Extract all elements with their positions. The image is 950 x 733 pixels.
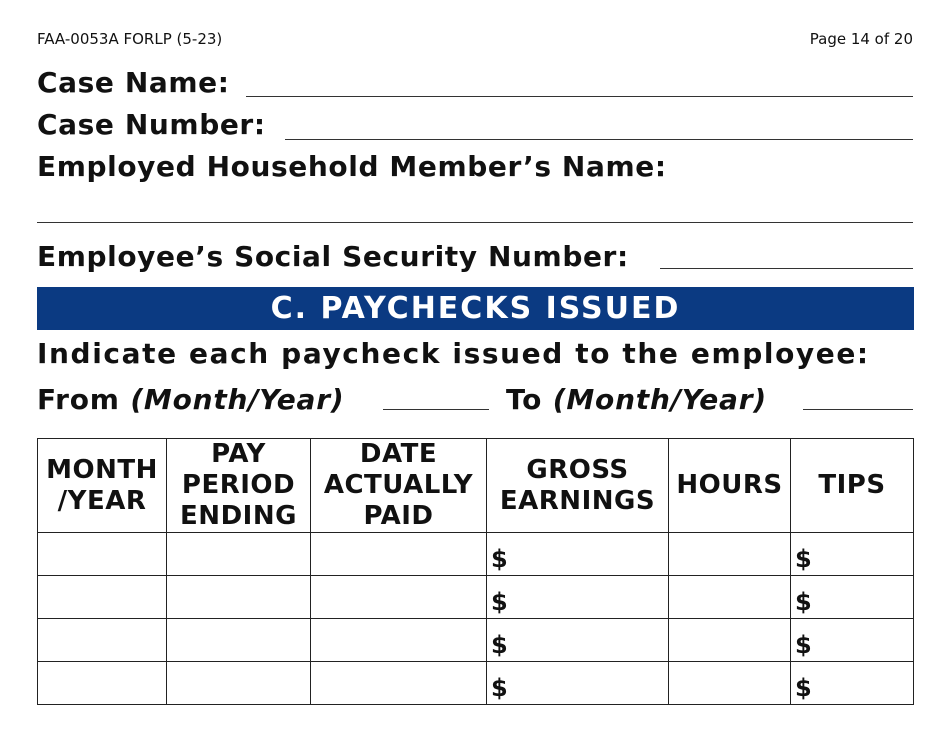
member-name-field[interactable]: [37, 222, 913, 223]
table-row: [38, 619, 914, 662]
gross-earnings-cell[interactable]: $: [487, 533, 669, 576]
table-row: [38, 576, 914, 619]
instruction-text: Indicate each paycheck issued to the employee:: [37, 337, 870, 370]
month-year-cell[interactable]: [38, 619, 167, 662]
header-line: MONTH: [46, 454, 158, 485]
case-number-label: Case Number:: [37, 108, 266, 141]
to-hint: (Month/Year): [552, 383, 767, 416]
paychecks-table: [37, 438, 914, 705]
tips-cell[interactable]: $: [791, 662, 914, 705]
hours-header: [669, 439, 791, 533]
pay-period-ending-cell[interactable]: [167, 619, 311, 662]
month-year-header: [38, 439, 167, 533]
hours-cell[interactable]: [669, 533, 791, 576]
member-name-label: Employed Household Member’s Name:: [37, 150, 667, 183]
gross-earnings-cell[interactable]: $: [487, 619, 669, 662]
table-header-row: [38, 439, 914, 533]
from-hint: (Month/Year): [130, 383, 345, 416]
date-paid-cell[interactable]: [311, 533, 487, 576]
case-name-field[interactable]: [246, 96, 913, 97]
header-line: /YEAR: [57, 485, 147, 516]
from-field[interactable]: [383, 409, 489, 410]
header-line: GROSS: [526, 454, 629, 485]
date-actually-paid-header: [311, 439, 487, 533]
from-text: From: [37, 383, 120, 416]
case-number-field[interactable]: [285, 139, 913, 140]
table-row: [38, 662, 914, 705]
gross-earnings-cell[interactable]: $: [487, 662, 669, 705]
tips-header: [791, 439, 914, 533]
ssn-label: Employee’s Social Security Number:: [37, 240, 629, 273]
from-label: [37, 383, 344, 416]
header-line: TIPS: [818, 470, 886, 500]
to-text: To: [506, 383, 543, 416]
section-title: C. PAYCHECKS ISSUED: [37, 287, 914, 330]
gross-earnings-header: [487, 439, 669, 533]
month-year-cell[interactable]: [38, 662, 167, 705]
header-line: DATE: [359, 439, 438, 469]
hours-cell[interactable]: [669, 576, 791, 619]
header-line: ENDING: [180, 501, 297, 531]
date-paid-cell[interactable]: [311, 662, 487, 705]
table-row: [38, 533, 914, 576]
tips-cell[interactable]: $: [791, 619, 914, 662]
header-line: PAY: [211, 439, 266, 469]
to-label: [506, 383, 767, 416]
pay-period-ending-cell[interactable]: [167, 533, 311, 576]
month-year-cell[interactable]: [38, 533, 167, 576]
tips-cell[interactable]: $: [791, 533, 914, 576]
tips-cell[interactable]: $: [791, 576, 914, 619]
to-field[interactable]: [803, 409, 913, 410]
case-name-label: Case Name:: [37, 66, 230, 99]
header-line: ACTUALLY: [323, 470, 474, 500]
header-line: HOURS: [676, 470, 783, 500]
header-line: EARNINGS: [499, 485, 656, 516]
form-id: FAA-0053A FORLP (5-23): [37, 30, 223, 48]
pay-period-ending-cell[interactable]: [167, 576, 311, 619]
date-paid-cell[interactable]: [311, 619, 487, 662]
header-line: PERIOD: [181, 470, 296, 500]
hours-cell[interactable]: [669, 662, 791, 705]
pay-period-ending-header: [167, 439, 311, 533]
gross-earnings-cell[interactable]: $: [487, 576, 669, 619]
header-line: PAID: [363, 501, 434, 531]
page-number: Page 14 of 20: [809, 30, 913, 48]
ssn-field[interactable]: [660, 268, 913, 269]
pay-period-ending-cell[interactable]: [167, 662, 311, 705]
hours-cell[interactable]: [669, 619, 791, 662]
month-year-cell[interactable]: [38, 576, 167, 619]
date-paid-cell[interactable]: [311, 576, 487, 619]
